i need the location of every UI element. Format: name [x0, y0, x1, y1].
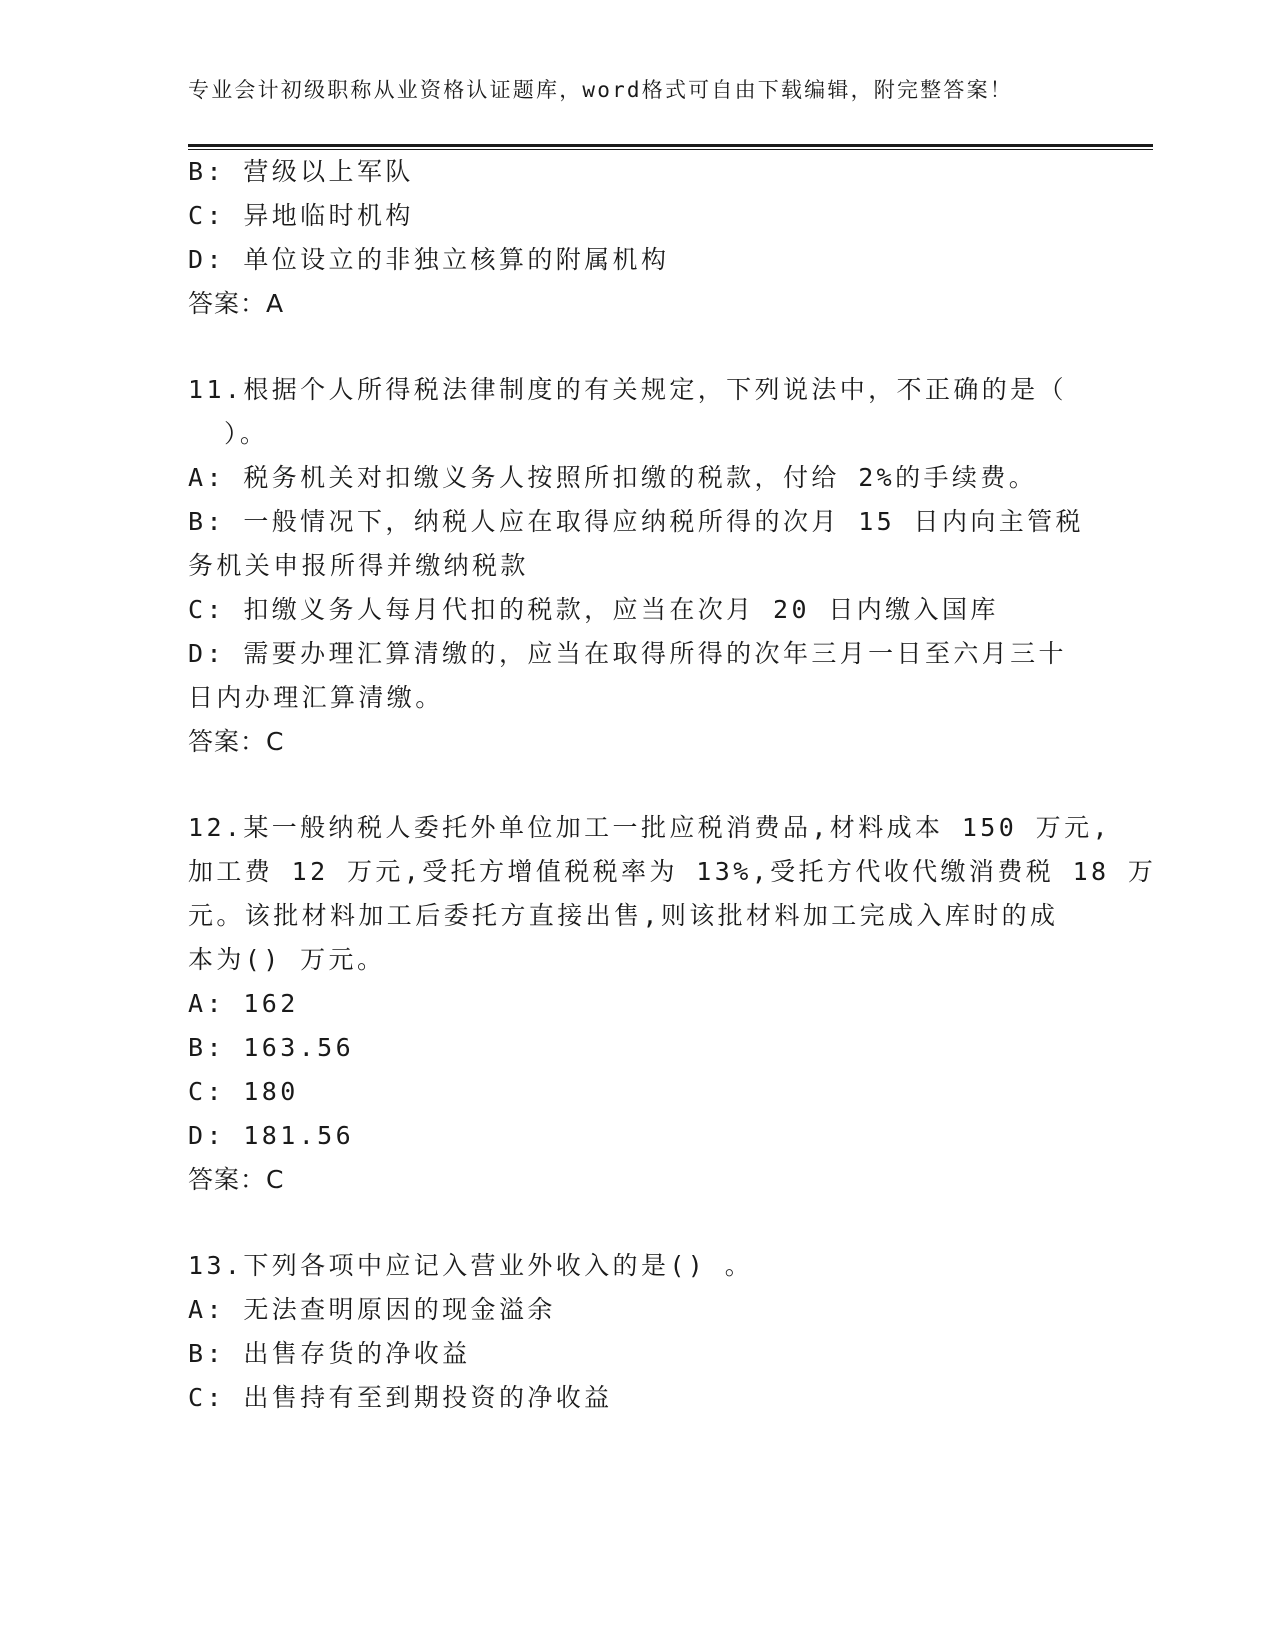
q13-option-b: B: 出售存货的净收益: [188, 1339, 471, 1368]
q12-stem-line-4: 本为() 万元。: [188, 945, 386, 974]
q12-option-b: B: 163.56: [188, 1033, 355, 1062]
header-divider: [188, 144, 1153, 147]
q11-stem-line-1: 11.根据个人所得税法律制度的有关规定，下列说法中，不正确的是（: [188, 375, 1067, 404]
q13-option-a: A: 无法查明原因的现金溢余: [188, 1295, 556, 1324]
q13-stem: 13.下列各项中应记入营业外收入的是() 。: [188, 1251, 754, 1280]
q12-stem-line-2: 加工费 12 万元,受托方增值税税率为 13%,受托方代收代缴消费税 18 万: [188, 857, 1157, 886]
q12-stem-line-1: 12.某一般纳税人委托外单位加工一批应税消费品,材料成本 150 万元,: [188, 813, 1111, 842]
q11-option-d: D: 需要办理汇算清缴的，应当在取得所得的次年三月一日至六月三十: [188, 639, 1067, 668]
page-header: 专业会计初级职称从业资格认证题库，word格式可自由下载编辑，附完整答案！: [188, 78, 1013, 102]
q11-stem-line-2: ）。: [224, 419, 269, 448]
q10-option-d: D: 单位设立的非独立核算的附属机构: [188, 245, 670, 274]
q11-option-c: C: 扣缴义务人每月代扣的税款，应当在次月 20 日内缴入国库: [188, 595, 999, 624]
header-divider-thin: [188, 149, 1153, 150]
q11-option-b-cont: 务机关申报所得并缴纳税款: [188, 551, 529, 580]
q11-option-d-cont: 日内办理汇算清缴。: [188, 683, 444, 712]
q13-option-c: C: 出售持有至到期投资的净收益: [188, 1383, 613, 1412]
q11-option-a: A: 税务机关对扣缴义务人按照所扣缴的税款，付给 2%的手续费。: [188, 463, 1038, 492]
q12-option-a: A: 162: [188, 989, 299, 1018]
q10-option-b: B: 营级以上军队: [188, 157, 414, 186]
q12-answer: 答案：C: [188, 1165, 285, 1194]
q10-option-c: C: 异地临时机构: [188, 201, 414, 230]
q10-answer: 答案：A: [188, 289, 285, 318]
q12-option-d: D: 181.56: [188, 1121, 355, 1150]
q12-stem-line-3: 元。该批材料加工后委托方直接出售,则该批材料加工完成入库时的成: [188, 901, 1059, 930]
q11-answer: 答案：C: [188, 727, 285, 756]
q11-option-b: B: 一般情况下，纳税人应在取得应纳税所得的次月 15 日内向主管税: [188, 507, 1084, 536]
q12-option-c: C: 180: [188, 1077, 299, 1106]
